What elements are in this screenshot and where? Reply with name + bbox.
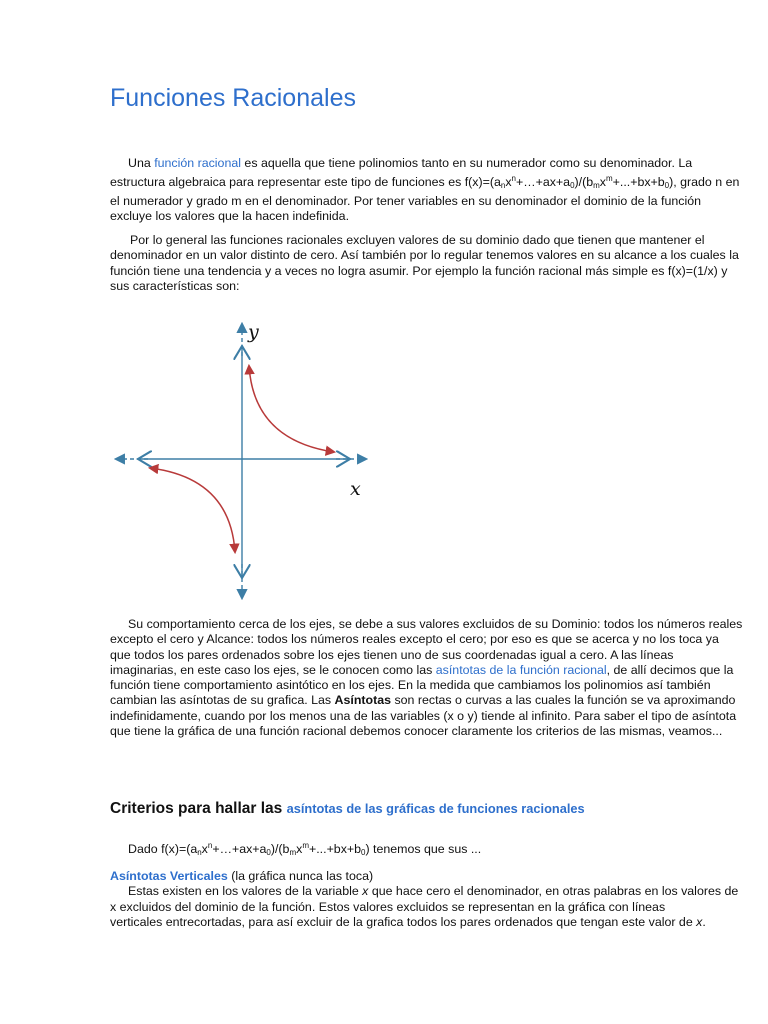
text-line: función tiene comportamiento asintótico en los ejes. En la medida que cambiamos los polinomios así también [110,678,711,693]
text: +…+ax+a [515,175,571,190]
text: +...+bx+b [309,842,362,856]
text: imaginarias, en este caso los ejes, se le conocen como las [110,662,436,677]
reciprocal-function-graph [112,316,382,606]
superscript: n [207,841,213,850]
text: que hace cero el denominador, en otras palabras en los valores de [368,884,739,899]
text: es aquella que tiene polinomios tanto en su numerador como su denominador. La [240,156,693,170]
subscript: 0 [570,181,575,191]
superscript: m [302,841,309,850]
text: son rectas o curvas a las cuales la función se va aproximando [391,693,736,708]
text-line: excepto el cero y Alcance: todos los números reales excepto el cero; por eso es que se acerca y no los toca ya [110,632,719,647]
subscript: m [593,181,600,191]
text-line: que todos los pares ordenados sobre los ejes tienen uno de sus coordenadas igual a cero. A las líneas [110,647,674,662]
subscript: 0 [361,848,366,857]
vertical-asymptotes-heading: Asíntotas Verticales [110,869,228,883]
text: )/(b [574,175,594,190]
behavior-paragraph [110,617,768,739]
text-line: que tiene la gráfica de una función racional debemos conocer claramente los criterios de las mismas, veamos... [110,724,723,739]
given-formula-line [110,838,768,860]
text: verticales entrecortadas, para así excluir de la grafica todos los pares ordenados que tengan este valor de [110,914,697,929]
subscript: 0 [266,848,271,857]
text: Estas existen en los valores de la variable [128,884,363,899]
variable: x [696,914,703,929]
bold-term: Asíntotas [334,693,392,708]
link-asintotas-graficas[interactable]: asíntotas de las gráficas de funciones racionales [286,801,585,816]
text-line: denominador en un valor distinto de cero. Así también por lo regular tenemos valores en su alcance a los cuales la [110,248,739,263]
subscript: n [500,181,506,191]
text-line: sus características son: [110,278,240,293]
criteria-heading [110,800,585,818]
x-axis-label: x [350,478,361,500]
text-line: función tiene una tendencia y a veces no logra asumir. Por ejemplo la función racional más simple es f(x)=(1/x) y [110,263,728,278]
tendency-paragraph [110,233,768,294]
text-line: indefinidamente, cuando por los menos una de las variables (x o y) tiende al infinito. Para saber el tipo de asíntota [110,708,737,723]
text: +…+ax+a [212,842,267,856]
text: (la gráfica nunca las toca) [227,869,374,883]
superscript: n [511,174,516,184]
y-axis-label: y [248,321,259,343]
text-line: x excluidos del dominio de la función. Estos valores excluidos se representan en la gráfica con líneas [110,899,666,914]
page-title: Funciones Racionales [110,84,356,112]
text: Dado f(x)=(a [128,842,198,856]
text: cambian las asíntotas de su grafica. Las [110,693,335,708]
text: x [599,175,606,190]
text: , de allí decimos que la [606,662,734,677]
text-line: Por lo general las funciones racionales excluyen valores de su dominio dado que tienen que mantener el [130,233,705,247]
text: +...+bx+b [612,175,665,190]
text: Criterios para hallar las [110,800,287,817]
text-line: el numerador y grado m en el denominador. Por tener variables en su denominador el dominio de la función [110,193,701,208]
text: Una [128,156,155,170]
subscript: m [289,848,297,857]
text: . [702,914,706,929]
text: ), grado n en [669,175,740,190]
hyperbola-branch-third-quadrant [150,468,235,552]
link-funcion-racional[interactable]: función racional [154,156,241,170]
variable: x [362,884,369,899]
hyperbola-branch-first-quadrant [249,366,334,452]
text: x [201,842,208,856]
text-line: excluye los valores que la hacen indefinida. [110,208,350,223]
text: )/(b [270,842,290,856]
vertical-asymptotes-section [110,869,768,930]
subscript: 0 [664,181,670,191]
link-asintotas-funcion-racional[interactable]: asíntotas de la función racional [435,662,607,677]
intro-paragraph [110,156,768,224]
text: ) tenemos que sus ... [365,842,482,856]
text: estructura algebraica para representar este tipo de funciones es f(x)=(a [110,175,501,190]
text: x [296,842,303,856]
superscript: m [605,174,613,184]
text: x [505,175,512,190]
subscript: n [197,848,202,857]
text-line: Su comportamiento cerca de los ejes, se debe a sus valores excluidos de su Dominio: todos los números reales [128,617,743,631]
